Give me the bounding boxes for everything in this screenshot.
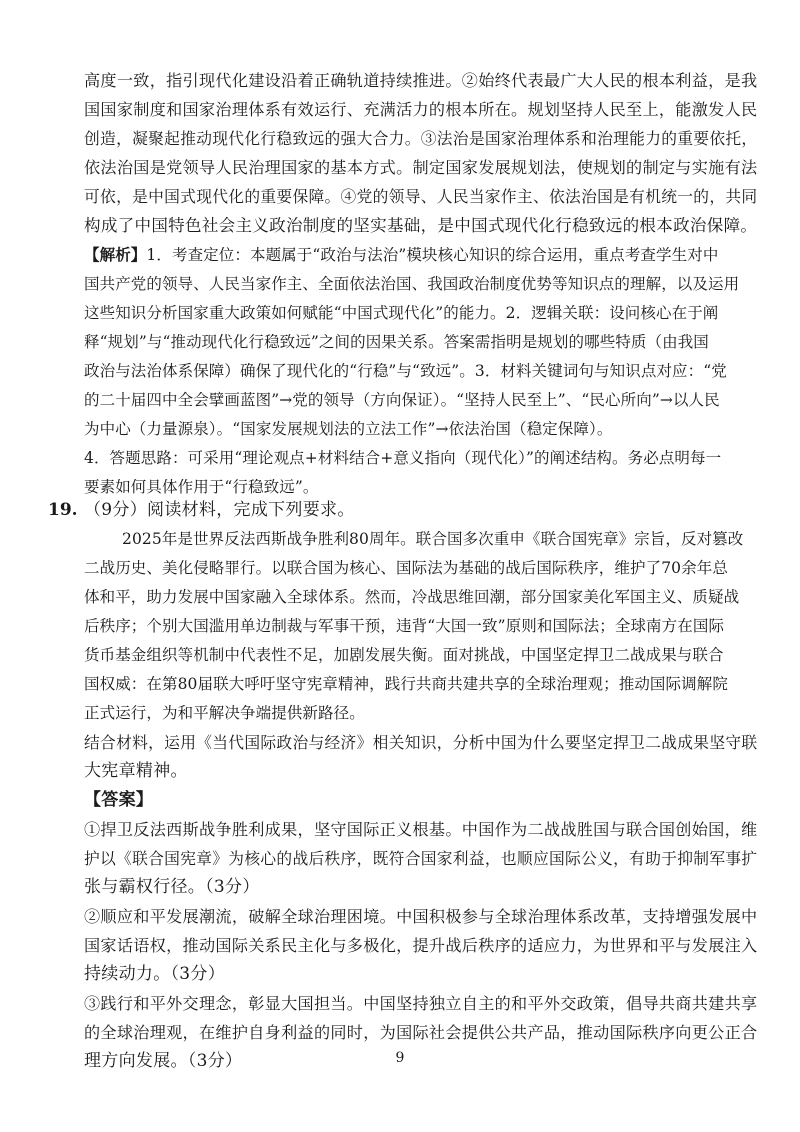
text-line: 政治与法治体系保障）确保了现代化的“行稳”与“致远”。3．材料关键词句与知识点对应：“党 [84,362,727,380]
analysis-first-line [84,240,764,270]
answer-line: 国家话语权，推动国际关系民主化与多极化，提升战后秩序的适应力，为世界和平与发展注入 [84,936,758,955]
answer-line: 理方向发展。（3分） [84,1051,243,1071]
question-19 [84,496,764,1076]
answer-line: ①捍卫反法西斯战争胜利成果，坚守国际正义根基。中国作为二战战胜国与联合国创始国，维 [84,820,758,839]
text-line: 释“规划”与“推动现代化行稳致远”之间的因果关系。答案需指明是规划的哪些特质（由我国 [84,333,709,351]
answer-line: ②顺应和平发展潮流，破解全球治理困境。中国积极参与全球治理体系改革，支持增强发展中 [84,907,758,926]
text-line: 要素如何具体作用于“行稳致远”。 [84,478,319,496]
text-line: 依法治国是党领导人民治理国家的基本方式。制定国家发展规划法，使规划的制定与实施有法 [84,158,758,177]
material-line: 2025年是世界反法西斯战争胜利80周年。联合国多次重申《联合国宪章》宗旨，反对篡改 [122,530,744,548]
answer-line: 的全球治理观，在维护自身利益的同时，为国际社会提供公共产品，推动国际秩序向更公正合 [84,1023,758,1042]
text-line: 高度一致，指引现代化建设沿着正确轨道持续推进。②始终代表最广大人民的根本利益，是我 [84,71,758,90]
page-number: 9 [395,1050,405,1066]
text-line: 创造，凝聚起推动现代化行稳致远的强大合力。③法治是国家治理体系和治理能力的重要依托， [84,129,758,148]
answer-line: ③践行和平外交理念，彰显大国担当。中国坚持独立自主的和平外交政策，倡导共商共建共享 [84,994,758,1013]
answer-label: 【答案】 [84,790,154,810]
text-line: 可依，是中国式现代化的重要保障。④党的领导、人民当家作主、依法治国是有机统一的，共同 [84,187,758,206]
material-line: 体和平，助力发展中国家融入全球体系。然而，冷战思维回潮，部分国家美化军国主义、质疑战 [84,588,740,606]
text-line: 1．考查定位：本题属于“政治与法治”模块核心知识的综合运用，重点考查学生对中 [146,246,719,264]
requirement-line: 结合材料，运用《当代国际政治与经济》相关知识，分析中国为什么要坚定捍卫二战成果坚守联 [84,733,758,752]
requirement-line: 大宪章精神。 [84,761,188,781]
material-line: 国权威：在第80届联大呼吁坚守宪章精神，践行共商共建共享的全球治理观；推动国际调解院 [84,675,728,693]
answer-line: 持续动力。（3分） [84,964,226,984]
text-line: 这些知识分析国家重大政策如何赋能“中国式现代化”的能力。2．逻辑关联：设问核心在于阐 [84,304,719,322]
text-line: 4．答题思路：可采用“理论观点+材料结合+意义指向（现代化）”的阐述结构。务必点明每一 [84,449,722,467]
answer-line: 张与霸权行径。（3分） [84,877,260,897]
answer-continuation [84,66,764,240]
text-line: 为中心（力量源泉）。“国家发展规划法的立法工作”→依法治国（稳定保障）。 [84,420,613,438]
analysis-section [84,240,764,502]
text-line: 构成了中国特色社会主义政治制度的坚实基础，是中国式现代化行稳致远的根本政治保障。 [84,216,758,235]
material-line: 二战历史、美化侵略罪行。以联合国为核心、国际法为基础的战后国际秩序，维护了70余年总 [84,559,728,577]
material-line: 正式运行，为和平解决争端提供新路径。 [84,704,365,722]
answer-line: 护以《联合国宪章》为核心的战后秩序，既符合国家利益，也顺应国际公义，有助于抑制军事扩 [84,849,758,868]
text-line: 国共产党的领导、人民当家作主、全面依法治国、我国政治制度优势等知识点的理解，以及运用 [84,275,740,293]
question-header: （9分）阅读材料，完成下列要求。 [84,500,355,520]
question-number: 19. [48,500,78,520]
text-line: 国国家制度和国家治理体系有效运行、充满活力的根本所在。规划坚持人民至上，能激发人民 [84,100,758,119]
analysis-label: 【解析】 [84,245,147,264]
material-line: 货币基金组织等机制中代表性不足，加剧发展失衡。面对挑战，中国坚定捍卫二战成果与联合 [84,646,724,664]
text-line: 的二十届四中全会擘画蓝图”→党的领导（方向保证）。“坚持人民至上”、“民心所向”→以人民 [84,391,720,409]
material-line: 后秩序；个别大国滥用单边制裁与军事干预，违背“大国一致”原则和国际法；全球南方在国际 [84,617,725,635]
